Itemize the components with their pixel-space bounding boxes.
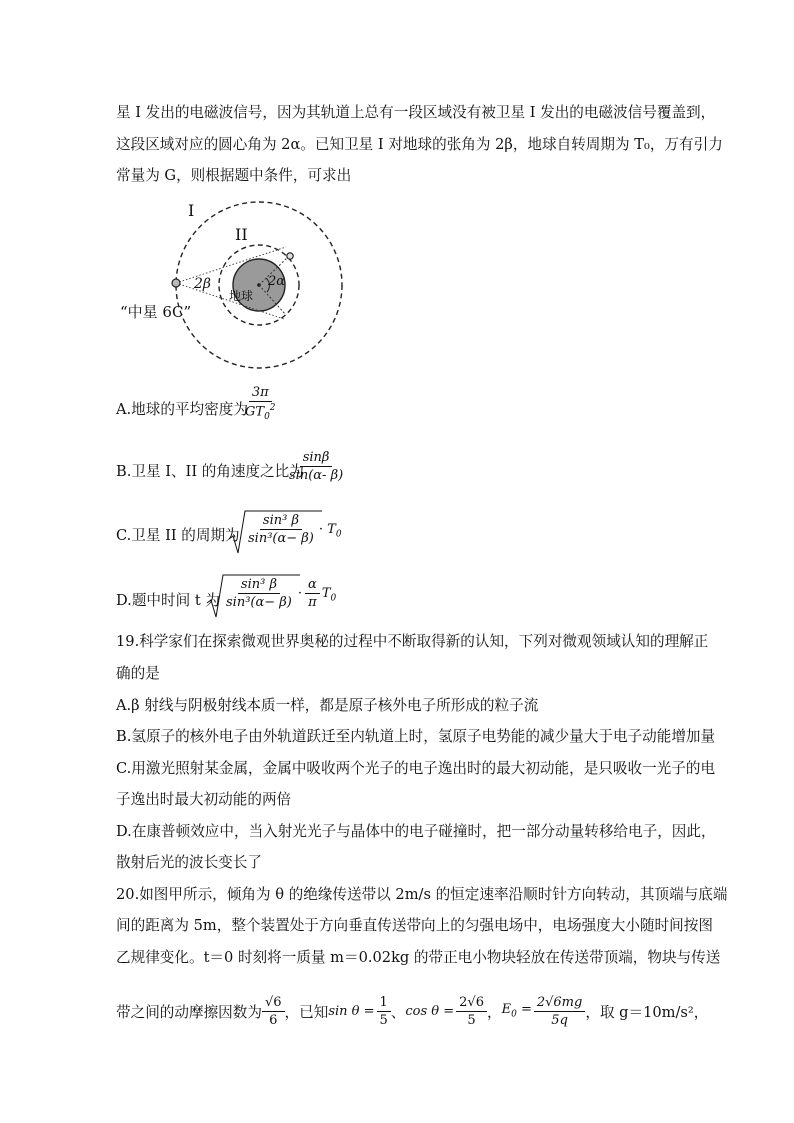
sin-theta-text: sin θ =	[328, 1003, 375, 1019]
option-a-den-sup: 2	[269, 403, 276, 413]
option-d-numerator: sin³ β	[238, 577, 280, 594]
q19-option-a: A.β 射线与阴极射线本质一样，都是原子核外电子所形成的粒子流	[116, 697, 539, 714]
sin-denominator: 5	[379, 1012, 388, 1028]
option-d-formula	[223, 577, 336, 610]
cos-denominator: 5	[467, 1012, 476, 1028]
option-a-den-sub: 0	[264, 411, 270, 422]
satellite-name-label: “中星 6C”	[120, 303, 192, 321]
intro-line-1: 星 I 发出的电磁波信号，因为其轨道上总有一段区域没有被卫星 I 发出的电磁波信号覆盖到，	[116, 104, 716, 121]
mu-denominator: 6	[269, 1012, 278, 1028]
angle-alpha-label: 2α	[268, 274, 286, 289]
comma: ，	[486, 1003, 502, 1021]
option-d-label: D.题中时间 t 为	[116, 592, 220, 609]
option-d-denominator: sin³(α− β)	[226, 595, 292, 610]
q20-line-1: 20.如图甲所示，倾角为 θ 的绝缘传送带以 2m/s 的恒定速率沿顺时针方向转动，其顶端与底端	[116, 886, 728, 903]
angle-beta-label: 2β	[194, 276, 212, 292]
orbit-diagram	[110, 195, 360, 375]
q20-line-3: 乙规律变化。t＝0 时刻将一质量 m＝0.02kg 的带正电小物块轻放在传送带顶端，物块与传送	[116, 949, 721, 966]
option-a-numerator: 3π	[249, 385, 272, 402]
q20-line-4	[116, 988, 708, 1034]
option-b-denominator: sin(α- β)	[289, 468, 344, 483]
satellite-II	[287, 253, 293, 259]
q19-option-c-line-1: C.用激光照射某金属，金属中吸收两个光子的电子逸出时的最大初动能，是只吸收一光子的电	[116, 760, 716, 777]
sin-numerator: 1	[377, 995, 391, 1012]
e0-equals: =	[516, 1002, 532, 1018]
option-d-tail: T	[321, 586, 331, 601]
q19-stem-line-1: 19.科学家们在探索微观世界奥秘的过程中不断取得新的认知，下列对微观领域认知的理解正	[116, 633, 709, 650]
option-a-den-base: GT	[245, 404, 265, 420]
satellite-I	[172, 279, 180, 287]
orbit-I-label: I	[188, 201, 195, 220]
q20-line-4-end: ，取 g＝10m/s²，	[585, 1003, 709, 1021]
cos-numerator: 2√6	[456, 995, 487, 1012]
option-a-formula	[242, 385, 279, 422]
option-d-dot: ·	[297, 586, 303, 601]
option-b-numerator: sinβ	[300, 450, 333, 467]
option-d-frac2-num: α	[305, 577, 320, 594]
option-d-frac2-den: π	[308, 595, 317, 610]
option-b-label: B.卫星 I、II 的角速度之比为	[116, 463, 304, 480]
earth-label: 地球	[229, 289, 254, 303]
e0-symbol: E	[501, 1002, 512, 1018]
option-d-tail-sub: 0	[330, 593, 337, 604]
e0-denominator: 5q	[551, 1012, 568, 1028]
separator: 、	[390, 1003, 406, 1021]
option-c-numerator: sin³ β	[260, 513, 302, 530]
q20-line-4-given: ，已知	[284, 1003, 329, 1021]
option-c-label: C.卫星 II 的周期为	[116, 527, 240, 544]
mu-numerator: √6	[262, 995, 285, 1012]
q19-option-c-line-2: 子逸出时最大初动能的两倍	[116, 791, 292, 808]
option-b-formula	[286, 450, 346, 483]
option-c-tail: · T	[318, 522, 336, 537]
option-a-label: A.地球的平均密度为	[116, 401, 248, 418]
intro-line-2: 这段区域对应的圆心角为 2α。已知卫星 I 对地球的张角为 2β，地球自转周期为 T₀，万有引力	[116, 136, 723, 153]
option-c-formula	[245, 513, 342, 546]
option-c-tail-sub: 0	[335, 529, 342, 540]
q19-option-b: B.氢原子的核外电子由外轨道跃迁至内轨道上时，氢原子电势能的减少量大于电子动能增加量	[116, 728, 716, 745]
q19-option-d-line-2: 散射后光的波长变长了	[116, 854, 262, 871]
e0-numerator: 2√6mg	[534, 995, 585, 1012]
q20-line-2: 间的距离为 5m，整个装置处于方向垂直传送带向上的匀强电场中，电场强度大小随时间按图	[116, 917, 713, 934]
option-c-denominator: sin³(α− β)	[248, 531, 314, 546]
q20-line-4-start: 带之间的动摩擦因数为	[116, 1003, 262, 1021]
cos-theta-text: cos θ =	[405, 1003, 455, 1019]
q19-stem-line-2: 确的是	[116, 665, 160, 682]
q19-option-d-line-1: D.在康普顿效应中，当入射光光子与晶体中的电子碰撞时，把一部分动量转移给电子，因此，	[116, 823, 716, 840]
intro-line-3: 常量为 G，则根据题中条件，可求出	[116, 167, 352, 184]
orbit-II-label: II	[235, 225, 248, 244]
e0-sub: 0	[511, 1009, 517, 1020]
